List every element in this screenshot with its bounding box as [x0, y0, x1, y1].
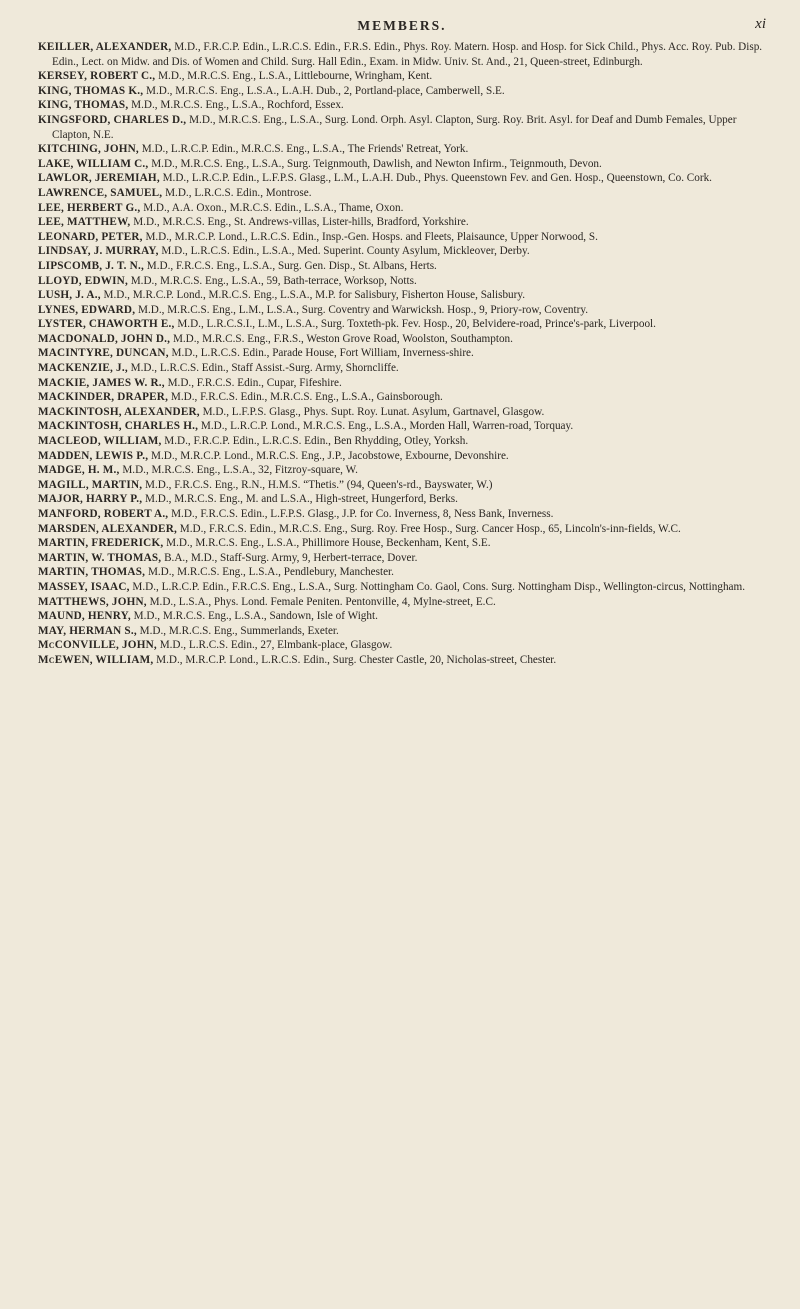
member-entry — [38, 288, 766, 303]
member-name: MACKENZIE, J., — [38, 362, 128, 375]
member-entry — [38, 405, 766, 420]
member-entry — [38, 463, 766, 478]
member-details: M.D., F.R.C.S. Eng., R.N., H.M.S. “Thetis.” (94, Queen's-rd., Bayswater, W.) — [145, 478, 493, 491]
member-name: LAKE, WILLIAM C., — [38, 157, 149, 170]
member-name: KINGSFORD, CHARLES D., — [38, 113, 187, 126]
member-name: McCONVILLE, JOHN, — [38, 639, 157, 652]
member-details: M.D., M.R.C.P. Lond., L.R.C.S. Edin., Surg. Chester Castle, 20, Nicholas-street, Chester. — [156, 653, 557, 666]
member-name: LEE, MATTHEW, — [38, 216, 131, 229]
member-entry — [38, 142, 766, 157]
member-entry — [38, 201, 766, 216]
member-entry — [38, 595, 766, 610]
member-name: MACLEOD, WILLIAM, — [38, 435, 162, 448]
member-entry — [38, 507, 766, 522]
member-details: M.D., M.R.C.S. Eng., L.S.A., Pendlebury, Manchester. — [147, 566, 394, 579]
member-entry — [38, 84, 766, 99]
member-name: MAJOR, HARRY P., — [38, 493, 143, 506]
member-name: LIPSCOMB, J. T. N., — [38, 259, 144, 272]
member-details: M.D., M.R.C.S. Eng., L.S.A., Sandown, Isle of Wight. — [133, 610, 378, 623]
member-entry — [38, 186, 766, 201]
member-entry — [38, 434, 766, 449]
member-entry — [38, 580, 766, 595]
member-entry — [38, 157, 766, 172]
member-details: M.D., M.R.C.S. Eng., L.S.A., 59, Bath-terrace, Worksop, Notts. — [130, 274, 417, 287]
member-name: MAGILL, MARTIN, — [38, 478, 143, 491]
member-name: MAUND, HENRY, — [38, 610, 131, 623]
member-entry — [38, 259, 766, 274]
member-name: MACKINTOSH, ALEXANDER, — [38, 405, 200, 418]
member-entry — [38, 113, 766, 142]
member-name: MARSDEN, ALEXANDER, — [38, 522, 177, 535]
member-details: M.D., M.R.C.S. Eng., St. Andrews-villas, Lister-hills, Bradford, Yorkshire. — [133, 216, 469, 229]
member-entry — [38, 215, 766, 230]
member-name: KITCHING, JOHN, — [38, 143, 139, 156]
member-details: M.D., F.R.C.P. Edin., L.R.C.S. Edin., F.R.S. Edin., Phys. Roy. Matern. Hosp. and Hosp. for Sick Child., Phys. Acc. Roy. Pub. Disp. Edin., Lect. on Midw. and Dis. of Women and Child. Surg. Hall Edin., Exam. in Midw. Univ. St. And., 21, Queen-street, Edinburgh. — [52, 41, 763, 68]
member-details: M.D., L.R.C.S. Edin., Staff Assist.-Surg. Army, Shorncliffe. — [130, 362, 399, 375]
member-name: MACKINTOSH, CHARLES H., — [38, 420, 199, 433]
member-entry — [38, 390, 766, 405]
member-name: MACDONALD, JOHN D., — [38, 332, 171, 345]
member-entry — [38, 317, 766, 332]
member-name: LYNES, EDWARD, — [38, 303, 136, 316]
member-entry — [38, 230, 766, 245]
member-details: M.D., M.R.C.S. Eng., L.M., L.S.A., Surg. Coventry and Warwicksh. Hosp., 9, Priory-row, Coventry. — [138, 303, 589, 316]
member-details: M.D., M.R.C.S. Eng., L.S.A., Littlebourne, Wringham, Kent. — [158, 70, 433, 83]
member-details: M.D., L.R.C.P. Edin., F.R.C.S. Eng., L.S.A., Surg. Nottingham Co. Gaol, Cons. Surg. Nottingham Disp., Wellington-circus, Nottingham. — [132, 580, 746, 593]
page-header — [38, 14, 766, 40]
member-name: KING, THOMAS K., — [38, 84, 144, 97]
member-name: MADDEN, LEWIS P., — [38, 449, 149, 462]
member-name: KERSEY, ROBERT C., — [38, 70, 156, 83]
member-details: M.D., M.R.C.S. Eng., F.R.S., Weston Grove Road, Woolston, Southampton. — [172, 332, 513, 345]
member-details: M.D., M.R.C.S. Eng., L.S.A., 32, Fitzroy-square, W. — [122, 464, 358, 477]
member-details: M.D., A.A. Oxon., M.R.C.S. Edin., L.S.A., Thame, Oxon. — [143, 201, 404, 214]
member-details: M.D., L.R.C.S. Edin., L.S.A., Med. Superint. County Asylum, Mickleover, Derby. — [161, 245, 530, 258]
member-entry — [38, 376, 766, 391]
member-details: M.D., M.R.C.S. Eng., L.S.A., L.A.H. Dub., 2, Portland-place, Camberwell, S.E. — [146, 84, 505, 97]
page-number: xi — [755, 16, 766, 32]
member-details: M.D., M.R.C.S. Eng., L.S.A., Surg. Teignmouth, Dawlish, and Newton Infirm., Teignmouth, Devon. — [151, 157, 602, 170]
member-details: M.D., F.R.C.S. Edin., L.F.P.S. Glasg., J.P. for Co. Inverness, 8, Ness Bank, Inverness. — [171, 508, 554, 520]
member-details: M.D., F.R.C.S. Edin., M.R.C.S. Eng., L.S.A., Gainsborough. — [170, 391, 443, 404]
member-details: M.D., L.R.C.P. Edin., L.F.P.S. Glasg., L.M., L.A.H. Dub., Phys. Queenstown Fev. and Gen. Hosp., Queenstown, Co. Cork. — [162, 172, 712, 185]
member-entry — [38, 303, 766, 318]
member-entry — [38, 98, 766, 113]
member-name: KEILLER, ALEXANDER, — [38, 41, 172, 53]
member-name: LYSTER, CHAWORTH E., — [38, 318, 175, 331]
running-title: MEMBERS. — [357, 18, 447, 33]
member-name: LLOYD, EDWIN, — [38, 274, 128, 287]
member-details: M.D., L.R.C.S. Edin., 27, Elmbank-place, Glasgow. — [159, 639, 393, 652]
member-name: MARTIN, FREDERICK, — [38, 537, 164, 550]
member-details: M.D., L.R.C.P. Edin., M.R.C.S. Eng., L.S.A., The Friends' Retreat, York. — [141, 143, 469, 156]
member-entry — [38, 536, 766, 551]
member-name: MACKINDER, DRAPER, — [38, 391, 169, 404]
member-entry — [38, 361, 766, 376]
member-list — [38, 40, 766, 668]
member-entry — [38, 171, 766, 186]
member-entry — [38, 653, 766, 668]
member-details: M.D., M.R.C.S. Eng., L.S.A., Surg. Lond. Orph. Asyl. Clapton, Surg. Roy. Brit. Asyl. for Deaf and Dumb Females, Upper Clapton, N.E. — [52, 113, 737, 141]
member-entry — [38, 565, 766, 580]
member-entry — [38, 274, 766, 289]
member-details: M.D., M.R.C.P. Lond., L.R.C.S. Edin., Insp.-Gen. Hosps. and Fleets, Plaisaunce, Upper Norwood, S. — [145, 230, 598, 243]
member-details: M.D., M.R.C.S. Eng., M. and L.S.A., High-street, Hungerford, Berks. — [145, 493, 458, 506]
member-name: MAY, HERMAN S., — [38, 624, 137, 637]
member-name: MADGE, H. M., — [38, 464, 120, 477]
member-entry — [38, 522, 766, 537]
member-entry — [38, 332, 766, 347]
member-name: MATTHEWS, JOHN, — [38, 595, 147, 608]
member-details: M.D., L.F.P.S. Glasg., Phys. Supt. Roy. Lunat. Asylum, Gartnavel, Glasgow. — [202, 405, 545, 418]
member-name: LEONARD, PETER, — [38, 230, 143, 243]
member-entry — [38, 40, 766, 69]
member-name: KING, THOMAS, — [38, 99, 129, 112]
member-name: MACKIE, JAMES W. R., — [38, 376, 165, 389]
member-entry — [38, 69, 766, 84]
member-details: M.D., L.R.C.S.I., L.M., L.S.A., Surg. Toxteth-pk. Fev. Hosp., 20, Belvidere-road, Prince's-park, Liverpool. — [177, 318, 656, 331]
member-details: M.D., M.R.C.S. Eng., Summerlands, Exeter. — [139, 624, 339, 637]
member-entry — [38, 449, 766, 464]
member-entry — [38, 419, 766, 434]
member-name: LEE, HERBERT G., — [38, 201, 141, 214]
member-details: B.A., M.D., Staff-Surg. Army, 9, Herbert-terrace, Dover. — [164, 551, 418, 564]
member-details: M.D., M.R.C.S. Eng., L.S.A., Phillimore House, Beckenham, Kent, S.E. — [166, 537, 491, 550]
member-details: M.D., L.S.A., Phys. Lond. Female Peniten. Pentonville, 4, Mylne-street, E.C. — [149, 595, 496, 608]
member-name: MARTIN, W. THOMAS, — [38, 551, 162, 564]
member-name: MASSEY, ISAAC, — [38, 580, 130, 593]
member-entry — [38, 346, 766, 361]
member-entry — [38, 609, 766, 624]
member-name: MANFORD, ROBERT A., — [38, 508, 169, 520]
member-details: M.D., M.R.C.P. Lond., M.R.C.S. Eng., J.P., Jacobstowe, Exbourne, Devonshire. — [151, 449, 509, 462]
member-details: M.D., M.R.C.S. Eng., L.S.A., Rochford, Essex. — [131, 99, 344, 112]
member-details: M.D., F.R.C.S. Edin., M.R.C.S. Eng., Surg. Roy. Free Hosp., Surg. Cancer Hosp., 65, Lincoln's-inn-fields, W.C. — [179, 522, 681, 535]
member-details: M.D., F.R.C.S. Eng., L.S.A., Surg. Gen. Disp., St. Albans, Herts. — [146, 259, 437, 272]
member-entry — [38, 492, 766, 507]
member-entry — [38, 244, 766, 259]
member-details: M.D., L.R.C.S. Edin., Montrose. — [165, 186, 312, 199]
member-details: M.D., M.R.C.P. Lond., M.R.C.S. Eng., L.S.A., M.P. for Salisbury, Fisherton House, Salisbury. — [103, 289, 526, 302]
member-entry — [38, 638, 766, 653]
member-details: M.D., F.R.C.S. Edin., Cupar, Fifeshire. — [167, 376, 342, 389]
member-entry — [38, 551, 766, 566]
member-entry — [38, 624, 766, 639]
member-name: MARTIN, THOMAS, — [38, 566, 146, 579]
member-details: M.D., F.R.C.P. Edin., L.R.C.S. Edin., Ben Rhydding, Otley, Yorksh. — [164, 435, 469, 448]
member-name: MACINTYRE, DUNCAN, — [38, 347, 169, 360]
member-name: LUSH, J. A., — [38, 289, 101, 302]
member-details: M.D., L.R.C.P. Lond., M.R.C.S. Eng., L.S.A., Morden Hall, Warren-road, Torquay. — [200, 420, 574, 433]
member-details: M.D., L.R.C.S. Edin., Parade House, Fort William, Inverness-shire. — [171, 347, 474, 360]
member-entry — [38, 478, 766, 493]
member-name: LAWLOR, JEREMIAH, — [38, 172, 160, 185]
member-name: McEWEN, WILLIAM, — [38, 653, 154, 666]
member-name: LINDSAY, J. MURRAY, — [38, 245, 159, 258]
member-name: LAWRENCE, SAMUEL, — [38, 186, 163, 199]
